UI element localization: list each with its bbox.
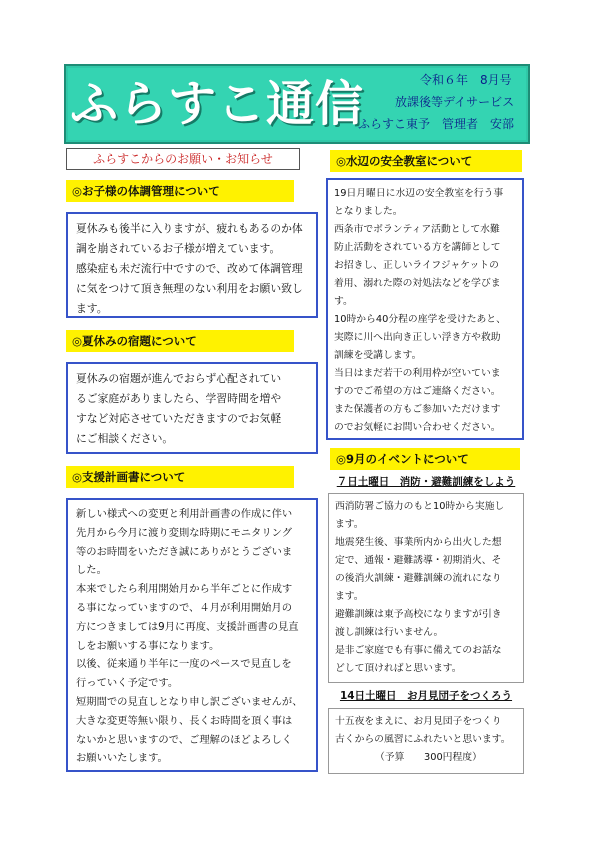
homework-line: にご相談ください。 [76, 432, 174, 445]
event1-line: の後消火訓練・避難訓練の流れになり [335, 573, 502, 584]
plan-line: 大きな変更等無い限り、長くお時間を頂く事は [76, 714, 293, 727]
event1-line: 定で、通報・避難誘導・初期消火、そ [335, 555, 502, 566]
event2-line: 十五夜をまえに、お月見団子をつくり [335, 716, 502, 727]
health-line: 調を崩されているお子様が増えています。 [76, 242, 281, 255]
plan-line: 方につきましては9月に再度、支援計画書の見直 [76, 620, 299, 633]
water-line: 当日はまだ若干の利用枠が空いていま [334, 368, 501, 379]
water-line: のでお気軽にお問い合わせください。 [334, 422, 501, 433]
water-line: す。 [334, 296, 353, 307]
plan-heading: ◎支援計画書について [66, 466, 294, 488]
plan-line: 行っていく予定です。 [76, 677, 179, 690]
water-line: 着用、溺れた際の対処法などを学びま [334, 278, 501, 289]
water-line: となりました。 [334, 206, 403, 217]
event2-cost: （予算 300円程度） [375, 752, 482, 763]
events-heading: ◎9月のイベントについて [330, 448, 520, 470]
water-line: すのでご希望の方はご連絡ください。 [334, 386, 501, 397]
event1-line: 西消防署ご協力のもと10時から実施し [335, 501, 505, 512]
event1-box [328, 493, 524, 683]
plan-line: る事になっていますので、４月が利用開始月の [76, 601, 293, 614]
office-manager: ふらすこ東予 管理者 安部 [358, 117, 515, 131]
health-line: 感染症も未だ流行中ですので、改めて体調管理 [76, 262, 303, 275]
health-line: 夏休みも後半に入りますが、疲れもあるのか体 [76, 222, 303, 235]
water-line: 訓練を受講します。 [334, 350, 422, 361]
event1-line: 避難訓練は東予高校になりますが引き [335, 609, 502, 620]
homework-box [66, 362, 318, 454]
water-box [326, 178, 524, 440]
health-line: ます。 [76, 302, 108, 315]
plan-line: ないかと思いますので、ご理解のほどよろしく [76, 733, 293, 746]
water-heading: ◎水辺の安全教室について [330, 150, 522, 172]
water-line: お招きし、正しいライフジャケットの [334, 260, 499, 271]
plan-line: 短期間での見直しとなり申し訳ございませんが、 [76, 695, 303, 708]
notice-title: ふらすこからのお願い・お知らせ [66, 148, 300, 170]
water-line: 実際に川へ出向き正しい浮き方や救助 [334, 332, 501, 343]
water-line: 西条市でボランティア活動として水難 [334, 224, 500, 235]
plan-line: 先月から今月に渡り変則な時期にモニタリング [76, 526, 293, 539]
service-name: 放課後等デイサービス [395, 95, 515, 109]
water-line: 10時から40分程の座学を受けたあと、 [334, 314, 506, 325]
water-line: 防止活動をされている方を講師として [334, 242, 501, 253]
health-heading: ◎お子様の体調管理について [66, 180, 294, 202]
issue-date: 令和６年 8月号 [420, 73, 512, 87]
plan-line: しをお願いする事になります。 [76, 639, 220, 652]
event2-line: 古くからの風習にふれたいと思います。 [335, 734, 511, 745]
plan-line: 以後、従来通り半年に一度のペースで見直しを [76, 658, 292, 671]
homework-line: るご家庭がありましたら、学習時間を増や [76, 392, 282, 405]
health-box [66, 212, 318, 318]
homework-line: 夏休みの宿題が進んでおらず心配されてい [76, 372, 282, 385]
event1-line: ます。 [335, 519, 364, 530]
plan-box [66, 498, 318, 772]
water-line: また保護者の方もご参加いただけます [334, 404, 501, 415]
plan-line: お願いいたします。 [76, 752, 168, 765]
event1-line: 渡し訓練は行いません。 [335, 627, 444, 638]
plan-line: 新しい様式への変更と利用計画書の作成に伴い [76, 508, 293, 520]
homework-line: すなど対応させていただきますのでお気軽 [76, 412, 282, 425]
event2-title: 14日土曜日 お月見団子をつくろう [339, 690, 513, 702]
event1-title: ７日土曜日 消防・避難訓練をしよう [336, 476, 516, 488]
event1-line: ます。 [335, 591, 364, 602]
water-line: 19日月曜日に水辺の安全教室を行う事 [334, 188, 504, 199]
homework-heading: ◎夏休みの宿題について [66, 330, 294, 352]
newsletter-title: ふらすこ通信 [70, 76, 365, 132]
plan-line: 等のお時間をいただき誠にありがとうございま [76, 545, 293, 558]
event2-box [328, 708, 524, 774]
plan-line: した。 [76, 564, 107, 577]
event1-line: 是非ご家庭でも有事に備えてのお話な [335, 645, 502, 656]
event1-line: 地震発生後、事業所内から出火した想 [335, 537, 502, 548]
event1-line: どして頂ければと思います。 [335, 663, 462, 674]
health-line: に気をつけて頂き無理のない利用をお願い致し [76, 282, 303, 295]
plan-line: 本来でしたら利用開始月から半年ごとに作成す [76, 583, 293, 596]
